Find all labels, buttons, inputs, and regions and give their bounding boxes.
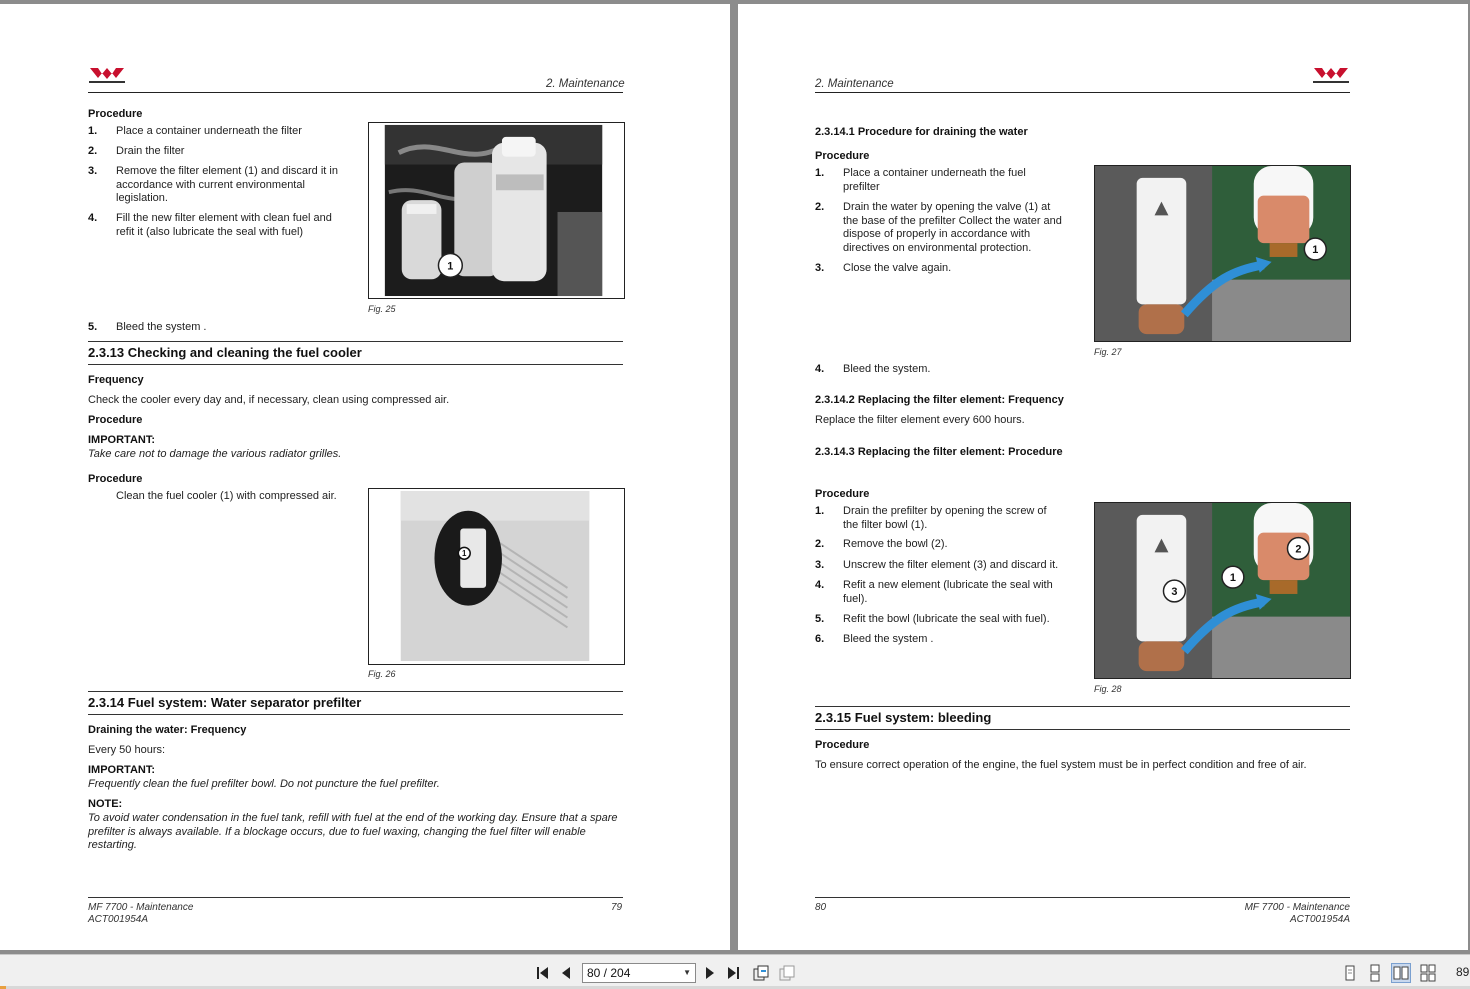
header-rule (815, 92, 1350, 93)
section-rule (88, 691, 623, 692)
figure-fuel-cooler-photo (368, 488, 625, 665)
step-text: Close the valve again. (843, 262, 952, 274)
note-text: To avoid water condensation in the fuel tank, refill with fuel at the end of the working day. Ensure that a spare prefilter is always available. If a blockage occurs, due to fuel waxing, changing the fuel filter will enable restarting. (88, 812, 618, 851)
step-number: 3. (815, 262, 825, 274)
figure-filter-element-photo (1094, 502, 1351, 679)
subsection-title: 2.3.14.3 Replacing the filter element: Procedure (815, 446, 1063, 458)
figure-callout: 3 (1171, 585, 1178, 598)
section-rule (815, 706, 1350, 707)
procedure-heading: Procedure (815, 739, 870, 751)
go-forward-icon[interactable] (778, 964, 796, 982)
document-page-right (738, 4, 1468, 950)
frequency-text: Replace the filter element every 600 hours. (815, 414, 1025, 426)
step-text: Drain the prefilter by opening the screw of the filter bowl (1). (843, 505, 1047, 531)
page-header-text: 2. Maintenance (546, 78, 625, 90)
page-number-value: 80 / 204 (587, 966, 631, 980)
continuous-two-page-view-icon[interactable] (1418, 963, 1438, 983)
step-text: Unscrew the filter element (3) and discard it. (843, 559, 1059, 571)
section-rule (815, 729, 1350, 730)
step-number: 5. (88, 321, 98, 333)
procedure-heading: Procedure (815, 150, 870, 162)
single-page-view-icon[interactable] (1340, 963, 1360, 983)
figure-callout: 2 (1295, 543, 1302, 556)
figure-fuel-filter-photo (368, 122, 625, 299)
section-rule (88, 364, 623, 365)
procedure-heading: Procedure (88, 473, 143, 485)
footer-title: MF 7700 - Maintenance (88, 902, 194, 913)
continuous-view-icon[interactable] (1365, 963, 1385, 983)
section-title: 2.3.14 Fuel system: Water separator prefilter (88, 695, 362, 710)
procedure-heading: Procedure (88, 414, 143, 426)
step-number: 2. (88, 145, 98, 157)
frequency-text: Check the cooler every day and, if necessary, clean using compressed air. (88, 394, 450, 406)
procedure-heading: Procedure (815, 488, 870, 500)
footer-code: ACT001954A (88, 914, 149, 925)
step-number: 1. (815, 505, 825, 517)
header-rule (88, 92, 623, 93)
footer-rule (88, 897, 623, 898)
step-number: 2. (815, 201, 825, 213)
prev-page-icon[interactable] (558, 964, 576, 982)
footer-rule (815, 897, 1350, 898)
step-text: Remove the bowl (2). (843, 538, 948, 550)
frequency-heading: Draining the water: Frequency (88, 724, 247, 736)
step-number: 2. (815, 538, 825, 550)
section-rule (88, 341, 623, 342)
step-number: 1. (815, 167, 825, 179)
step-number: 3. (815, 559, 825, 571)
figure-callout: 1 (1229, 572, 1236, 585)
step-text: Bleed the system . (116, 321, 207, 333)
document-page-left (0, 4, 730, 950)
step-number: 4. (88, 212, 98, 224)
footer-page-number: 79 (611, 902, 623, 913)
important-text: Frequently clean the fuel prefilter bowl. Do not puncture the fuel prefilter. (88, 778, 440, 790)
massey-ferguson-logo (1312, 64, 1350, 86)
step-text: Drain the filter (116, 145, 185, 157)
viewer-toolbar (0, 954, 1470, 989)
step-text: Place a container underneath the fuel prefilter (843, 167, 1026, 193)
footer-page-number: 80 (815, 902, 827, 913)
step-number: 5. (815, 613, 825, 625)
subsection-title: 2.3.14.1 Procedure for draining the water (815, 126, 1028, 138)
step-text: Drain the water by opening the valve (1) at the base of the prefilter Collect the water and dispose of properly in accordance with directives on environmental protection. (843, 201, 1062, 254)
step-number: 4. (815, 363, 825, 375)
go-back-icon[interactable] (752, 964, 770, 982)
zoom-level[interactable]: 89 (1456, 965, 1470, 979)
figure-water-separator-photo (1094, 165, 1351, 342)
two-page-view-icon[interactable] (1391, 963, 1411, 983)
page-header-text: 2. Maintenance (815, 78, 894, 90)
section-title: 2.3.13 Checking and cleaning the fuel cooler (88, 345, 362, 360)
frequency-heading: Frequency (88, 374, 144, 386)
step-text: Bleed the system. (843, 363, 931, 375)
procedure-text: Clean the fuel cooler (1) with compressed air. (116, 490, 337, 502)
step-number: 4. (815, 579, 825, 591)
procedure-heading: Procedure (88, 108, 143, 120)
important-label: IMPORTANT: (88, 434, 156, 446)
figure-caption: Fig. 26 (368, 669, 396, 679)
important-label: IMPORTANT: (88, 764, 156, 776)
footer-title: MF 7700 - Maintenance (1244, 902, 1350, 913)
step-number: 3. (88, 165, 98, 177)
next-page-icon[interactable] (700, 964, 718, 982)
last-page-icon[interactable] (724, 964, 742, 982)
figure-caption: Fig. 25 (368, 304, 396, 314)
footer-code: ACT001954A (1289, 914, 1350, 925)
section-title: 2.3.15 Fuel system: bleeding (815, 710, 992, 725)
step-text: Refit the bowl (lubricate the seal with fuel). (843, 613, 1050, 625)
step-text: Fill the new filter element with clean fuel and refit it (also lubricate the seal with fuel) (116, 212, 332, 238)
step-number: 6. (815, 633, 825, 645)
subsection-title: 2.3.14.2 Replacing the filter element: Frequency (815, 394, 1064, 406)
procedure-text: To ensure correct operation of the engine, the fuel system must be in perfect condition and free of air. (815, 759, 1307, 771)
figure-callout: 1 (447, 260, 454, 273)
step-text: Refit a new element (lubricate the seal with fuel). (843, 579, 1053, 605)
section-rule (88, 714, 623, 715)
note-label: NOTE: (88, 798, 123, 810)
figure-caption: Fig. 28 (1094, 684, 1122, 694)
page-number-input[interactable] (582, 963, 696, 983)
first-page-icon[interactable] (534, 964, 552, 982)
figure-callout: 1 (462, 549, 467, 559)
chevron-down-icon[interactable]: ▼ (683, 968, 691, 977)
figure-caption: Fig. 27 (1094, 347, 1122, 357)
step-text: Place a container underneath the filter (116, 125, 302, 137)
massey-ferguson-logo (88, 64, 126, 86)
step-number: 1. (88, 125, 98, 137)
step-text: Remove the filter element (1) and discard it in accordance with current environmental legislation. (116, 165, 338, 204)
frequency-text: Every 50 hours: (88, 744, 166, 756)
figure-callout: 1 (1312, 244, 1319, 257)
important-text: Take care not to damage the various radiator grilles. (88, 448, 342, 460)
step-text: Bleed the system . (843, 633, 934, 645)
